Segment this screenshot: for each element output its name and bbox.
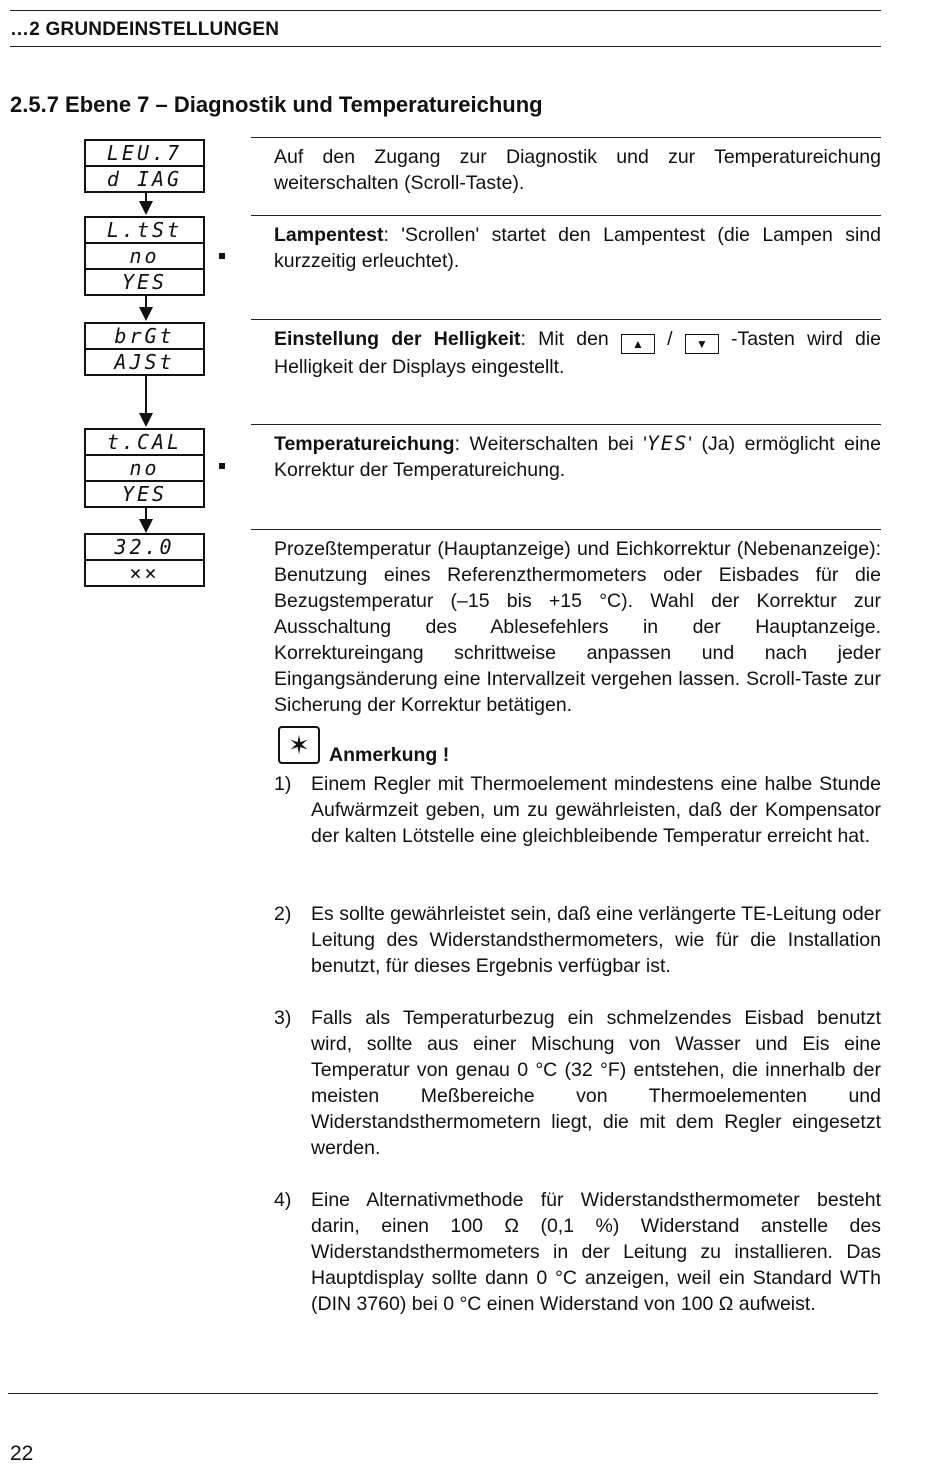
paragraph-diagnostics-access: Auf den Zugang zur Diagnostik und zur Temperatureichung weiterschalten (Scroll-Taste). bbox=[274, 146, 881, 194]
term-lamp-test: Lampentest bbox=[274, 224, 384, 246]
top-rule bbox=[10, 10, 881, 11]
note-item-number: 2) bbox=[274, 903, 292, 925]
display-lamp-test bbox=[84, 216, 205, 296]
flow-arrow-icon bbox=[139, 201, 153, 215]
display-cell: YES bbox=[121, 482, 168, 506]
note-item-text: Falls als Temperaturbezug ein schmelzendes Eisbad benutzt wird, sollte aus einer Mischung von Wasser und Eis eine Temperatur von genau 0 °C (32 °F) entstehen, die innerhalb der meisten Meßbereiche von Thermoelementen und Widerstandsthermometern liegt, die mit dem Regler eingesetzt werden. bbox=[311, 1007, 881, 1159]
separator: / bbox=[667, 328, 673, 350]
footer-rule bbox=[8, 1393, 878, 1394]
paragraph-process-temperature: Prozeßtemperatur (Hauptanzeige) und Eichkorrektur (Nebenanzeige): Benutzung eines Referenzthermometers oder Eisbades für die Bezugstemperatur (–15 bis +15 °C). Wahl der Korrektur zur Ausschaltung des Ablesefehlers in der Hauptanzeige. Korrektureingang schrittweise anpassen und nach jeder Eingangsänderung eine Intervallzeit vergehen lassen. Scroll-Taste zur Sicherung der Korrektur betätigen. bbox=[274, 538, 881, 716]
display-cell: t.CAL bbox=[86, 430, 203, 456]
up-arrow-key-icon: ▲ bbox=[621, 334, 655, 354]
paragraph-temp-calibration bbox=[274, 431, 881, 483]
lcd-inline-text: YES bbox=[647, 432, 689, 455]
flow-arrow-icon bbox=[139, 413, 153, 427]
section-header: …2 GRUNDEINSTELLUNGEN bbox=[10, 19, 280, 40]
display-cell: d IAG bbox=[106, 167, 183, 191]
star-note-icon: ✶ bbox=[278, 726, 320, 764]
note-item-text: Eine Alternativmethode für Widerstandsthermometer besteht darin, einen 100 Ω (0,1 %) Widerstand anstelle des Widerstandsthermometers in der Leitung zu installieren. Das Hauptdisplay sollte dann 0 °C anzeigen, weil ein Standard WTh (DIN 3760) bei 0 °C einen Widerstand von 100 Ω aufweist. bbox=[311, 1189, 881, 1315]
text: -Tasten wird die Helligkeit der Displays eingestellt. bbox=[274, 328, 882, 378]
text: ' (Ja) ermöglicht eine Korrektur der Temperatureichung. bbox=[274, 433, 881, 481]
display-cell: 32.0 bbox=[86, 535, 203, 561]
display-cell: ×× bbox=[129, 561, 160, 585]
bullet-marker bbox=[219, 253, 225, 259]
note-item-text: Es sollte gewährleistet sein, daß eine verlängerte TE-Leitung oder Leitung des Widerstandsthermometers, wie für die Installation benutzt, für dieses Ergebnis verfügbar ist. bbox=[311, 903, 881, 977]
note-title: Anmerkung ! bbox=[329, 744, 450, 766]
term-temp-calibration: Temperatureichung bbox=[274, 433, 455, 455]
text: : Weiterschalten bei ' bbox=[454, 433, 648, 455]
flow-arrow-icon bbox=[139, 307, 153, 321]
page-title: 2.5.7 Ebene 7 – Diagnostik und Temperatureichung bbox=[10, 92, 543, 117]
note-item-number: 3) bbox=[274, 1007, 292, 1029]
display-cell: no bbox=[86, 456, 203, 482]
section-rule bbox=[251, 137, 881, 138]
display-cell: L.tSt bbox=[86, 218, 203, 244]
flow-arrow-icon bbox=[139, 519, 153, 533]
display-cell: AJSt bbox=[114, 350, 175, 374]
display-cell: LEU.7 bbox=[86, 141, 203, 167]
text: : Mit den bbox=[520, 328, 609, 350]
note-item-number: 1) bbox=[274, 773, 292, 795]
display-cell: YES bbox=[121, 270, 168, 294]
section-rule bbox=[251, 424, 881, 425]
text: : 'Scrollen' startet den Lampentest (die Lampen sind kurzzeitig erleuchtet). bbox=[274, 224, 881, 272]
section-rule bbox=[251, 215, 881, 216]
page-number: 22 bbox=[10, 1442, 34, 1465]
display-process-temp bbox=[84, 533, 205, 587]
term-brightness: Einstellung der Helligkeit bbox=[274, 328, 521, 350]
display-temp-calibration bbox=[84, 428, 205, 508]
note-item-number: 4) bbox=[274, 1189, 292, 1211]
display-level-7 bbox=[84, 139, 205, 193]
down-arrow-key-icon: ▼ bbox=[685, 334, 719, 354]
section-rule bbox=[251, 529, 881, 530]
paragraph-lamp-test bbox=[274, 222, 881, 274]
display-cell: no bbox=[86, 244, 203, 270]
bullet-marker bbox=[219, 463, 225, 469]
header-rule bbox=[10, 46, 881, 47]
display-cell: brGt bbox=[86, 324, 203, 350]
note-item-text: Einem Regler mit Thermoelement mindestens eine halbe Stunde Aufwärmzeit geben, um zu gewährleisten, daß der Kompensator der kalten Lötstelle eine gleichbleibende Temperatur erreicht hat. bbox=[311, 773, 881, 847]
paragraph-brightness bbox=[274, 326, 881, 380]
section-rule bbox=[251, 319, 881, 320]
flow-line bbox=[145, 374, 147, 415]
display-brightness bbox=[84, 322, 205, 376]
